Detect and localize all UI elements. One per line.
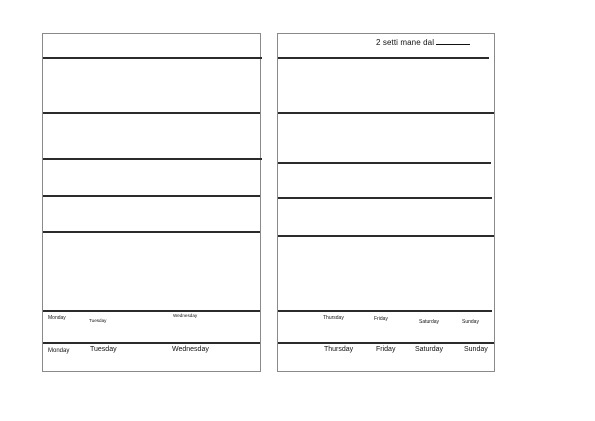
header-text: 2 setti mane dal [376, 38, 435, 47]
top-day-wednesday: Wednesday [173, 313, 198, 318]
divider-line [278, 197, 492, 199]
top-day-tuesday: Tuesday [89, 318, 107, 323]
bottom-day-tuesday: Tuesday [90, 346, 117, 353]
divider-line [43, 112, 260, 114]
divider-line [278, 235, 494, 237]
header-title [376, 37, 470, 47]
divider-line [43, 158, 262, 160]
divider-line [278, 342, 494, 344]
left-page [42, 33, 261, 372]
top-day-sunday: Sunday [462, 319, 479, 325]
divider-line [278, 310, 492, 312]
bottom-day-wednesday: Wednesday [172, 346, 209, 353]
divider-line [278, 112, 494, 114]
divider-line [43, 310, 260, 312]
top-day-thursday: Thursday [323, 315, 344, 321]
bottom-day-thursday: Thursday [324, 346, 354, 353]
right-page [277, 33, 495, 372]
bottom-day-friday: Friday [376, 346, 396, 353]
divider-line [43, 231, 260, 233]
header-blank-line [436, 37, 470, 45]
divider-line [278, 162, 491, 164]
top-day-monday: Monday [48, 315, 66, 321]
bottom-day-monday: Monday [48, 348, 70, 354]
divider-line [278, 57, 489, 59]
top-day-saturday: Saturday [419, 319, 440, 325]
top-day-friday: Friday [374, 316, 388, 322]
divider-line [43, 57, 262, 59]
bottom-day-sunday: Sunday [464, 346, 488, 353]
divider-line [43, 342, 260, 344]
divider-line [43, 195, 260, 197]
bottom-day-saturday: Saturday [415, 346, 444, 353]
